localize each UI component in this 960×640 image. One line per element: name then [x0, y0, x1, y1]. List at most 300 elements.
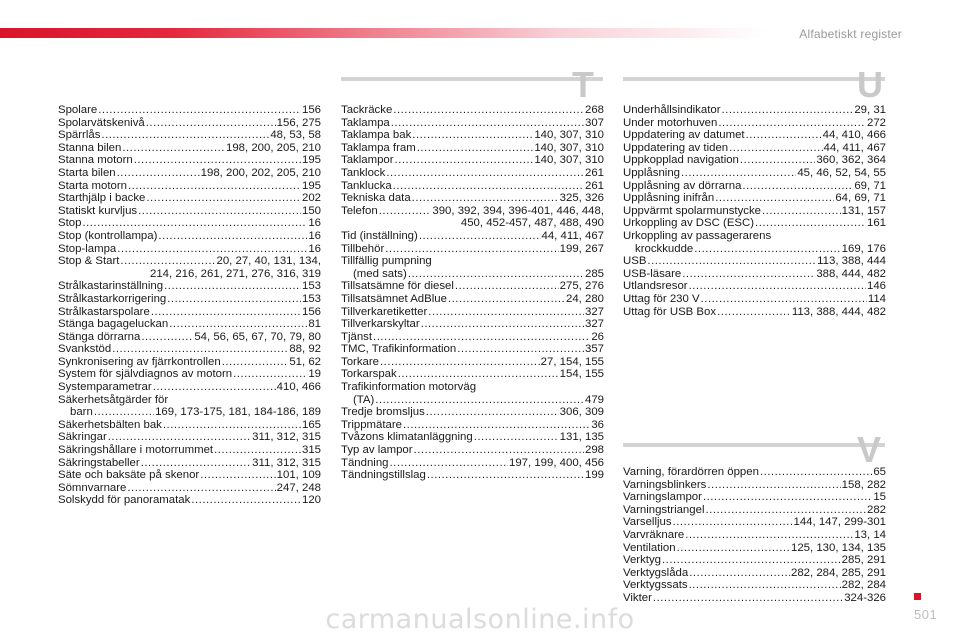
- index-entry-line: [623, 142, 886, 155]
- index-term: Stanna bilen: [58, 141, 122, 154]
- index-entry: [623, 192, 886, 205]
- leader-dots: [108, 431, 251, 444]
- index-pages: 298: [584, 444, 604, 457]
- index-entry: [58, 230, 321, 243]
- index-entry: [623, 180, 886, 193]
- index-pages: 282, 284, 285, 291: [790, 566, 886, 579]
- index-entry-line: [58, 381, 321, 394]
- index-term: Taklampa: [341, 116, 390, 129]
- index-pages: 131, 135: [559, 431, 604, 444]
- index-pages: 19: [308, 368, 321, 381]
- index-entry-line: [341, 469, 604, 482]
- leader-dots: [375, 394, 584, 407]
- index-entry: [58, 192, 321, 205]
- index-entry: [341, 117, 604, 130]
- index-term: Uppdatering av tiden: [623, 141, 729, 154]
- index-entry-line: [341, 356, 604, 369]
- leader-dots: [448, 293, 565, 306]
- index-pages: 360, 362, 364: [816, 154, 886, 167]
- index-term: Tändning: [341, 456, 389, 469]
- index-pages: 324-326: [844, 591, 886, 604]
- leader-dots: [82, 217, 307, 230]
- index-pages: 199, 267: [559, 242, 604, 255]
- leader-dots: [694, 243, 840, 256]
- leader-dots: [393, 104, 584, 117]
- leader-dots: [419, 230, 541, 243]
- index-term: Starta bilen: [58, 166, 116, 179]
- index-term: Torkarspak: [341, 368, 397, 381]
- index-entry: [341, 293, 604, 306]
- index-entry-line: [341, 431, 604, 444]
- index-entry: [623, 167, 886, 180]
- index-entry-line: [341, 368, 604, 381]
- index-entry-line: [341, 243, 604, 256]
- index-entry-line: [58, 255, 321, 268]
- index-term: Spärrlås: [58, 129, 101, 142]
- index-entry-line: [623, 491, 886, 504]
- index-entry-line: [58, 469, 321, 482]
- leader-dots: [718, 117, 866, 130]
- index-term: Upplåsning av dörrarna: [623, 179, 742, 192]
- index-pages: 261: [584, 166, 604, 179]
- index-entry-line: [623, 268, 886, 281]
- leader-dots: [729, 142, 822, 155]
- index-entry-line: [58, 243, 321, 256]
- index-pages: 48, 53, 58: [270, 129, 321, 142]
- index-entry: [58, 243, 321, 256]
- index-entry-line: [58, 129, 321, 142]
- index-entry-line: [623, 516, 886, 529]
- index-entry-line: [623, 306, 886, 319]
- index-pages: 165: [301, 418, 321, 431]
- index-entry-line: [623, 154, 886, 167]
- index-entry-line: [58, 431, 321, 444]
- index-term: Taklampa bak: [341, 129, 412, 142]
- index-entry: [58, 255, 321, 280]
- leader-dots: [393, 180, 584, 193]
- index-term: Tillverkaretiketter: [341, 305, 428, 318]
- index-pages: 69, 71: [854, 179, 886, 192]
- leader-dots: [395, 154, 534, 167]
- index-entry: [58, 205, 321, 218]
- index-entry: [58, 482, 321, 495]
- index-term: Spolarvätskenivå: [58, 116, 145, 129]
- index-term: Stop (kontrollampa): [58, 229, 158, 242]
- index-entry-line: [341, 406, 604, 419]
- index-subterm: (TA): [353, 393, 375, 406]
- index-entry-line: [58, 368, 321, 381]
- index-entry: [623, 466, 886, 479]
- section-t-letter: T: [572, 64, 594, 105]
- index-pages: 156: [301, 104, 321, 116]
- index-entry: [623, 129, 886, 142]
- index-pages: 156, 275: [276, 116, 321, 129]
- index-term: Strålkastarspolare: [58, 305, 150, 318]
- index-pages: 410, 466: [276, 381, 321, 394]
- leader-dots: [158, 230, 307, 243]
- leader-dots: [647, 255, 816, 268]
- leader-dots: [408, 268, 584, 281]
- index-pages: 16: [308, 229, 321, 242]
- index-entry: [623, 516, 886, 529]
- index-entry-line: [341, 230, 604, 243]
- leader-dots: [128, 180, 301, 193]
- index-entry: [58, 356, 321, 369]
- index-entry: [623, 217, 886, 230]
- index-pages: 114: [867, 292, 886, 305]
- leader-dots: [117, 167, 200, 180]
- leader-dots: [200, 469, 275, 482]
- page-title: Alfabetiskt register: [799, 27, 902, 41]
- leader-dots: [233, 368, 307, 381]
- index-entry: [623, 567, 886, 580]
- index-pages: 45, 46, 52, 54, 55: [797, 166, 886, 179]
- index-pages: 81: [308, 318, 321, 331]
- index-entry: [623, 268, 886, 281]
- page-marker: [914, 593, 921, 600]
- index-entry: [341, 469, 604, 482]
- index-term: Upplåsning: [623, 166, 680, 179]
- index-pages: 16: [308, 242, 321, 255]
- index-entry: [58, 280, 321, 293]
- index-entry-line: [623, 129, 886, 142]
- index-pages: 140, 307, 310: [534, 141, 604, 154]
- index-entry: [341, 192, 604, 205]
- index-entry-line: [341, 457, 604, 470]
- index-column-u: [623, 104, 886, 318]
- index-term: Statiskt kurvljus: [58, 204, 138, 217]
- index-entry: [341, 205, 604, 230]
- index-entry-line: [58, 356, 321, 369]
- leader-dots: [380, 356, 540, 369]
- index-term: Verktygssats: [623, 579, 688, 592]
- index-entry: [341, 142, 604, 155]
- index-entry: [58, 129, 321, 142]
- index-entry-line: [341, 293, 604, 306]
- index-entry: [341, 180, 604, 193]
- index-entry-line: [341, 180, 604, 193]
- index-pages: 197, 199, 400, 456: [508, 456, 604, 469]
- index-term: Tid (inställning): [341, 229, 418, 242]
- index-entry-line: [58, 104, 321, 117]
- index-entry: [623, 280, 886, 293]
- index-subterm: barn: [70, 406, 93, 419]
- leader-dots: [715, 192, 834, 205]
- index-pages: 272: [866, 116, 886, 129]
- index-pages: 27, 154, 155: [540, 355, 604, 368]
- index-pages: 113, 388, 444: [817, 255, 886, 268]
- index-pages: 140, 307, 310: [534, 129, 604, 142]
- index-entry: [58, 343, 321, 356]
- leader-dots: [428, 306, 584, 319]
- index-entry-line: [623, 205, 886, 218]
- index-column-t: [341, 104, 604, 482]
- index-term: Urkoppling av passagerarens: [623, 229, 772, 242]
- index-entry-line: [58, 217, 321, 230]
- index-subentry-line: [623, 243, 886, 256]
- leader-dots: [689, 579, 841, 592]
- index-term: Strålkastarkorrigering: [58, 292, 167, 305]
- index-term: Säte och baksäte på skenor: [58, 469, 200, 482]
- index-pages: 144, 147, 299-301: [793, 516, 886, 529]
- index-pages: 247, 248: [276, 481, 321, 494]
- index-entry-line: [58, 142, 321, 155]
- index-term: Varvräknare: [623, 528, 685, 541]
- index-entry: [58, 419, 321, 432]
- leader-dots: [703, 491, 872, 504]
- index-entry-line: [58, 419, 321, 432]
- leader-dots: [94, 406, 154, 419]
- leader-dots: [742, 180, 853, 193]
- index-entry: [623, 554, 886, 567]
- index-term: Tackräcke: [341, 104, 393, 116]
- index-pages: 153: [301, 292, 321, 305]
- index-entry-line: [58, 306, 321, 319]
- index-pages: 88, 92: [289, 343, 321, 356]
- index-pages: 153: [301, 280, 321, 293]
- index-pages: 161: [866, 217, 886, 230]
- index-term: Ventilation: [623, 541, 676, 554]
- index-entry-line: [58, 331, 321, 344]
- leader-dots: [167, 293, 301, 306]
- index-pages: 275, 276: [559, 280, 604, 293]
- index-entry: [623, 479, 886, 492]
- index-term: Trafikinformation motorväg: [341, 381, 477, 394]
- index-entry-line: [341, 205, 604, 218]
- leader-dots: [120, 255, 215, 268]
- leader-dots: [417, 142, 534, 155]
- leader-dots: [760, 466, 872, 479]
- leader-dots: [169, 318, 307, 331]
- index-entry: [58, 394, 321, 419]
- index-entry-line: [623, 180, 886, 193]
- index-pages: 261: [584, 179, 604, 192]
- index-entry-line: [623, 217, 886, 230]
- index-entry: [341, 444, 604, 457]
- index-term: Taklampor: [341, 154, 394, 167]
- index-entry: [623, 306, 886, 319]
- index-entry-line: [623, 529, 886, 542]
- index-entry: [58, 104, 321, 117]
- leader-dots: [117, 243, 307, 256]
- index-entry: [341, 167, 604, 180]
- index-entry-line: [623, 117, 886, 130]
- index-entry: [58, 368, 321, 381]
- index-term: Stanna motorn: [58, 154, 133, 167]
- leader-dots: [153, 381, 276, 394]
- leader-dots: [391, 117, 584, 130]
- index-term: Tredje bromsljus: [341, 406, 425, 419]
- leader-dots: [412, 192, 559, 205]
- index-term: Spolare: [58, 104, 98, 116]
- index-term: Utlandsresor: [623, 280, 688, 293]
- page-number: 501: [914, 607, 938, 622]
- index-term: Uttag för USB Box: [623, 305, 717, 318]
- index-term: Säkerhetsåtgärder för: [58, 393, 169, 406]
- index-term: Typ av lampor: [341, 444, 413, 457]
- leader-dots: [717, 306, 791, 319]
- section-u-letter: U: [857, 64, 883, 105]
- leader-dots: [426, 406, 559, 419]
- index-term: Säkringar: [58, 431, 107, 444]
- index-pages: 120: [301, 494, 321, 507]
- index-entry-line: [58, 280, 321, 293]
- index-entry: [58, 444, 321, 457]
- index-term: Säkringshållare i motorrummet: [58, 444, 214, 457]
- index-entry: [623, 491, 886, 504]
- leader-dots: [673, 516, 793, 529]
- index-entry: [341, 343, 604, 356]
- index-term: Upplåsning inifrån: [623, 192, 715, 205]
- index-pages: 44, 411, 467: [823, 141, 886, 154]
- index-pages: 51, 62: [289, 355, 321, 368]
- index-entry-line: [341, 192, 604, 205]
- index-entry-line: [341, 306, 604, 319]
- index-pages: 479: [584, 393, 604, 406]
- index-term: Uttag för 230 V: [623, 292, 700, 305]
- leader-dots: [163, 419, 301, 432]
- index-pages: 198, 200, 202, 205, 210: [200, 166, 321, 179]
- index-entry: [623, 255, 886, 268]
- index-entry-line: [341, 331, 604, 344]
- index-entry: [341, 154, 604, 167]
- index-pages: 113, 388, 444, 482: [791, 305, 886, 318]
- index-pages: 169, 176: [841, 242, 886, 255]
- index-pages: 285, 291: [841, 554, 886, 567]
- leader-dots: [681, 167, 796, 180]
- leader-dots: [191, 494, 301, 507]
- index-column-v: [623, 466, 886, 605]
- section-v-rule: [623, 443, 885, 447]
- index-term: Varningslampor: [623, 491, 702, 504]
- index-entry-line: [58, 444, 321, 457]
- leader-dots: [705, 504, 866, 517]
- index-entry-line: [623, 579, 886, 592]
- index-pages: 388, 444, 482: [816, 267, 886, 280]
- index-term: Synkronisering av fjärrkontrollen: [58, 355, 221, 368]
- index-entry: [58, 431, 321, 444]
- leader-dots: [146, 192, 301, 205]
- index-subentry-line: [341, 394, 604, 407]
- index-entry-line: [623, 104, 886, 117]
- index-entry: [341, 243, 604, 256]
- leader-dots: [746, 129, 822, 142]
- leader-dots: [385, 243, 558, 256]
- index-term: USB-läsare: [623, 267, 682, 280]
- leader-dots: [762, 205, 841, 218]
- index-entry: [623, 117, 886, 130]
- index-term: Verktyg: [623, 554, 661, 567]
- index-pages: 285: [584, 267, 604, 280]
- index-pages: 390, 392, 394, 396-401, 446, 448,: [432, 204, 604, 217]
- index-entry: [341, 356, 604, 369]
- leader-dots: [122, 142, 225, 155]
- index-entry: [341, 406, 604, 419]
- index-entry-line: [341, 167, 604, 180]
- index-entry: [58, 167, 321, 180]
- leader-dots: [427, 469, 584, 482]
- index-entry-line: [58, 494, 321, 507]
- leader-dots: [138, 205, 301, 218]
- index-term: Tanklock: [341, 166, 386, 179]
- index-subterm: krockkudde: [635, 242, 694, 255]
- index-pages: 202: [301, 192, 321, 205]
- index-entry: [58, 306, 321, 319]
- index-pages: 282: [866, 503, 886, 516]
- leader-dots: [722, 104, 854, 117]
- index-term: Starta motorn: [58, 179, 128, 192]
- index-pages: 146: [866, 280, 886, 293]
- index-term: Tekniska data: [341, 192, 411, 205]
- index-entry-line: [623, 542, 886, 555]
- index-pages: 44, 411, 467: [541, 229, 604, 242]
- index-term: Strålkastarinställning: [58, 280, 164, 293]
- index-entry-line: [58, 293, 321, 306]
- index-entry-line: [623, 255, 886, 268]
- index-entry: [623, 205, 886, 218]
- index-pages: 311, 312, 315: [252, 456, 321, 469]
- index-entry: [58, 318, 321, 331]
- leader-dots: [164, 280, 301, 293]
- index-term: Uppkopplad navigation: [623, 154, 739, 167]
- index-entry: [341, 368, 604, 381]
- index-pages: 64, 69, 71: [835, 192, 886, 205]
- index-entry-line: [623, 167, 886, 180]
- index-entry: [341, 431, 604, 444]
- leader-dots: [398, 368, 559, 381]
- leader-dots: [134, 154, 301, 167]
- index-term: Tvåzons klimatanläggning: [341, 431, 473, 444]
- index-pages: 282, 284: [841, 579, 886, 592]
- index-column-s: [58, 104, 321, 507]
- index-entry-line: [58, 230, 321, 243]
- index-pages: 169, 173-175, 181, 184-186, 189: [155, 406, 321, 419]
- index-pages: 15: [873, 491, 886, 504]
- index-term: Urkoppling av DSC (ESC): [623, 217, 755, 230]
- index-entry: [623, 542, 886, 555]
- leader-dots: [662, 554, 841, 567]
- index-entry-line: [623, 504, 886, 517]
- index-pages: 24, 280: [565, 292, 604, 305]
- index-pages: 199: [584, 469, 604, 482]
- leader-dots: [214, 444, 301, 457]
- leader-dots: [421, 318, 584, 331]
- index-pages: 140, 307, 310: [534, 154, 604, 167]
- index-term: Taklampa fram: [341, 141, 416, 154]
- index-pages: 13, 14: [854, 528, 886, 541]
- index-entry: [58, 457, 321, 470]
- index-term: Torkare: [341, 355, 379, 368]
- index-term: Solskydd för panoramatak: [58, 494, 191, 507]
- index-entry-line: [58, 154, 321, 167]
- index-entry: [58, 469, 321, 482]
- index-term: Tjänst: [341, 330, 373, 343]
- index-entry: [58, 381, 321, 394]
- leader-dots: [740, 154, 815, 167]
- leader-dots: [689, 567, 790, 580]
- index-entry: [341, 280, 604, 293]
- index-pages: 154, 155: [559, 368, 604, 381]
- leader-dots: [98, 104, 301, 117]
- index-entry-line: [341, 318, 604, 331]
- index-pages: 327: [584, 318, 604, 331]
- index-pages: 150: [301, 204, 321, 217]
- index-pages: 357: [584, 343, 604, 356]
- index-entry-line: [341, 444, 604, 457]
- index-entry-line: [623, 293, 886, 306]
- index-subterm: (med sats): [353, 267, 407, 280]
- section-u-rule: [623, 77, 885, 81]
